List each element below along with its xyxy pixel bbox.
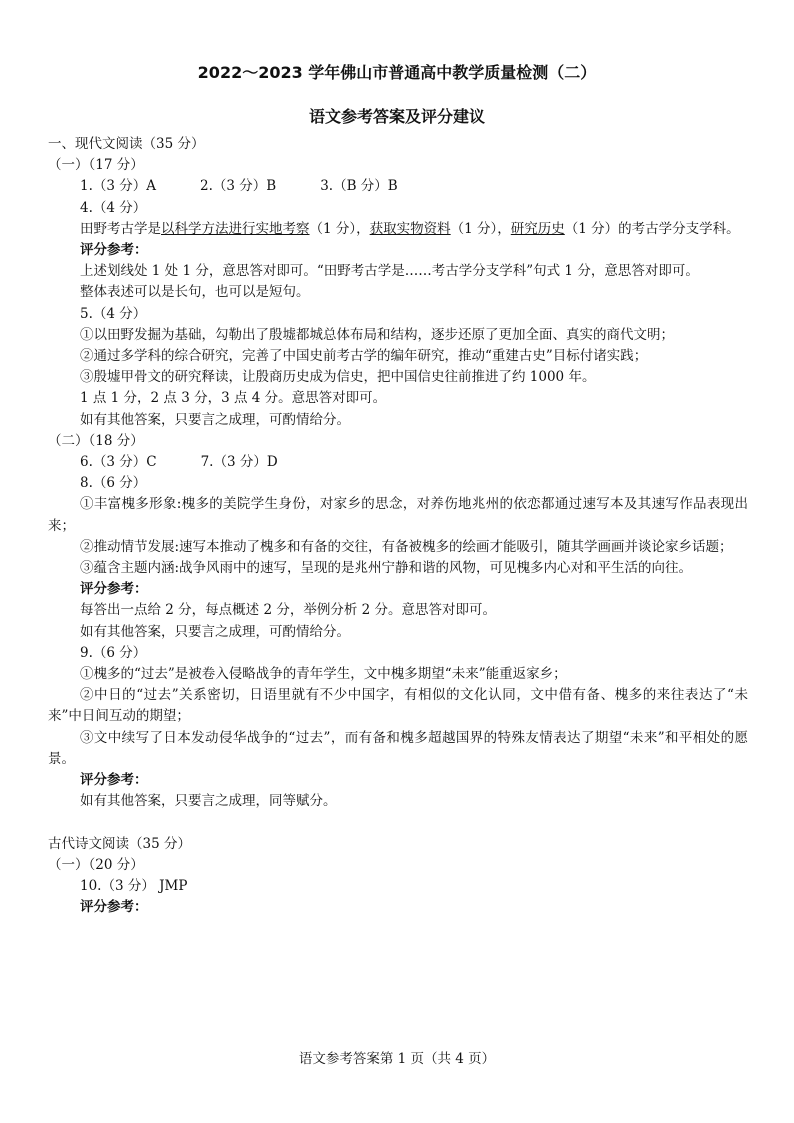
scoring-reference-label: 评分参考： [80, 581, 148, 598]
answer-point: ②通过多学科的综合研究，完善了中国史前考古学的编年研究，推动“重建古史”目标付诸实践； [80, 348, 648, 365]
scoring-note: 上述划线处 1 处 1 分，意思答对即可。“田野考古学是……考古学分支学科”句式 1 分，意思答对即可。 [80, 263, 699, 280]
scoring-reference-label: 评分参考： [80, 899, 148, 916]
part-heading: （一）（20 分） [48, 856, 144, 873]
answer-q6: 6.（3 分）C [80, 454, 157, 471]
scoring-note: 如有其他答案，只要言之成理，可酌情给分。 [80, 623, 350, 640]
answer-q4: 田野考古学是以科学方法进行实地考察（1 分），获取实物资料（1 分），研究历史（1 分）的考古学分支学科。 [80, 220, 740, 237]
answer-q2: 2.（3 分）B [200, 178, 277, 195]
answer-point: ②中日的“过去”关系密切，日语里就有不少中国字，有相似的文化认同，文中借有备、槐多的来往表达了“未来”中日间互动的期望； [48, 687, 748, 725]
answer-point: ③文中续写了日本发动侵华战争的“过去”，而有备和槐多超越国界的特殊友情表达了期望“未来”和平相处的愿景。 [48, 729, 748, 767]
scoring-note: 如有其他答案，只要言之成理，可酌情给分。 [80, 411, 350, 428]
scoring-reference-label: 评分参考： [80, 772, 148, 789]
underlined-point: 研究历史 [510, 220, 565, 237]
section-heading: 一、现代文阅读（35 分） [48, 136, 205, 152]
answers-6-7 [48, 452, 748, 473]
page-footer: 语文参考答案第 1 页（共 4 页） [298, 1051, 496, 1067]
answers-1-3 [48, 176, 748, 197]
question-number: 8.（6 分） [80, 475, 147, 492]
answer-point: ①槐多的“过去”是被卷入侵略战争的青年学生，文中槐多期望“未来”能重返家乡； [80, 666, 567, 683]
answer-body [48, 134, 748, 918]
scoring-note: 如有其他答案，只要言之成理，同等赋分。 [80, 793, 337, 810]
answer-q7: 7.（3 分）D [200, 454, 278, 471]
document-title: 2022～2023 学年佛山市普通高中教学质量检测（二） [197, 63, 597, 82]
answer-point: ②推动情节发展:速写本推动了槐多和有备的交往，有备被槐多的绘画才能吸引，随其学画画并谈论家乡话题； [80, 538, 733, 555]
answer-point: ①以田野发掘为基础，勾勒出了殷墟都城总体布局和结构，逐步还原了更加全面、真实的商代文明； [80, 326, 674, 343]
part-heading: （一）（17 分） [48, 157, 144, 174]
document-subtitle: 语文参考答案及评分建议 [308, 107, 485, 126]
section-heading: 古代诗文阅读（35 分） [48, 835, 191, 852]
answer-point: ③蕴含主题内涵:战争风雨中的速写，呈现的是兆州宁静和谐的风物，可见槐多内心对和平生活的向往。 [80, 560, 693, 577]
answer-q3: 3.（B 分）B [320, 178, 398, 195]
scoring-note: 1 点 1 分，2 点 3 分，3 点 4 分。意思答对即可。 [80, 390, 387, 407]
answer-point: ①丰富槐多形象:槐多的美院学生身份，对家乡的思念，对养伤地兆州的依恋都通过速写本及其速写作品表现出来； [48, 496, 748, 534]
question-number: 5.（4 分） [80, 305, 147, 322]
question-number: 4.（4 分） [80, 199, 147, 216]
underlined-point: 以科学方法进行实地考察 [161, 220, 310, 237]
question-number: 9.（6 分） [80, 644, 147, 661]
answer-point: ③殷墟甲骨文的研究释读，让殷商历史成为信史，把中国信史往前推进了约 1000 年。 [80, 369, 596, 386]
underlined-point: 获取实物资料 [369, 220, 451, 237]
answer-q10: 10.（3 分） JMP [80, 877, 188, 894]
answer-q1: 1.（3 分）A [80, 178, 157, 195]
scoring-note: 每答出一点给 2 分，每点概述 2 分，举例分析 2 分。意思答对即可。 [80, 602, 497, 619]
scoring-reference-label: 评分参考： [80, 242, 148, 259]
scoring-note: 整体表述可以是长句，也可以是短句。 [80, 284, 310, 301]
part-heading: （二）（18 分） [48, 432, 144, 449]
